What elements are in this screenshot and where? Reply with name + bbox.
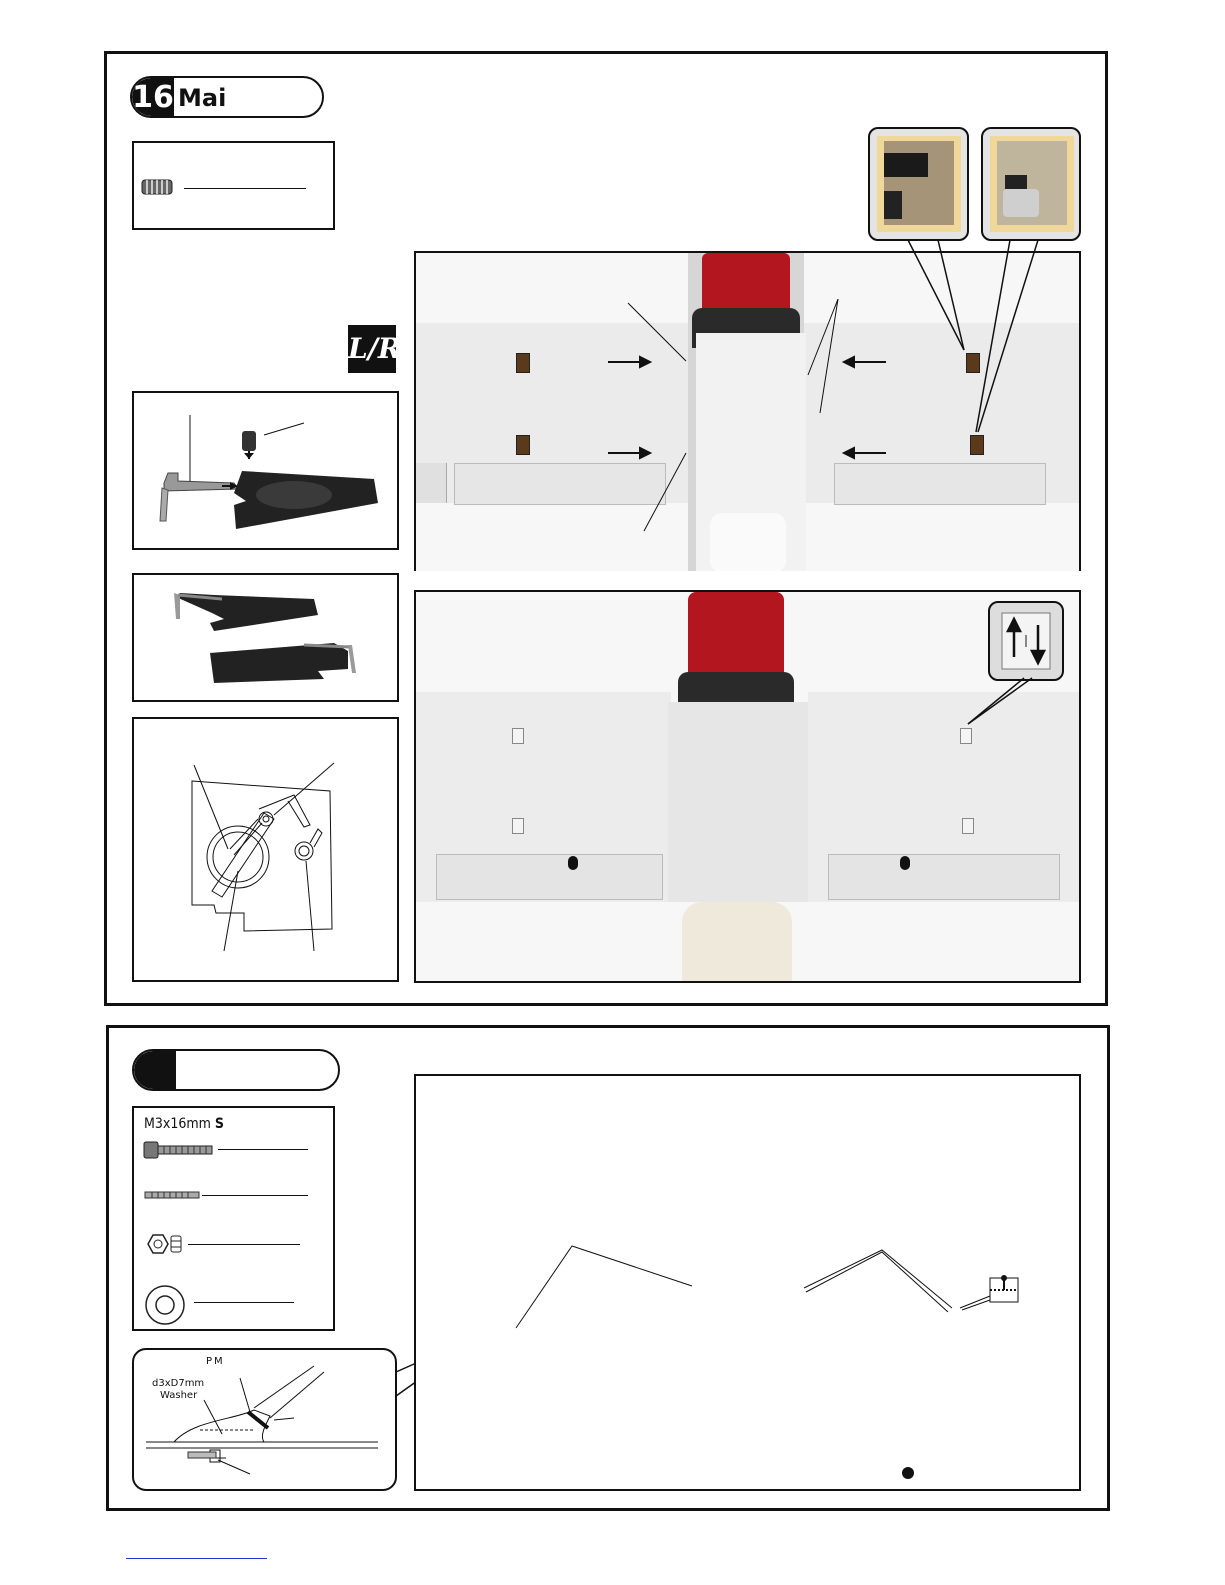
lr-badge: L/R [348, 325, 396, 373]
step-number [134, 1051, 176, 1089]
wing-photo-closed [414, 590, 1081, 983]
servo-line-drawing-box [132, 717, 399, 982]
step-17-drawing-area [414, 1074, 1081, 1491]
washer-icon [144, 1284, 186, 1326]
step-number: 16 [132, 80, 174, 115]
wood-screw-icon [144, 1190, 200, 1200]
up-down-arrows-icon [1000, 611, 1052, 671]
label-washer-size: d3xD7mm [152, 1378, 205, 1389]
torque-rods-pair-box [132, 573, 399, 702]
nut-icon [144, 1232, 184, 1256]
hinge-icon [990, 1275, 1018, 1302]
leader-line [184, 188, 306, 189]
hardware-label: M3x16mm S [144, 1116, 224, 1132]
label-pm: PM [206, 1356, 225, 1367]
up-down-arrows-inset [988, 601, 1064, 681]
step-16-header [130, 76, 324, 118]
label-washer: Washer [160, 1390, 198, 1401]
footer-link-underline[interactable] [126, 1558, 267, 1559]
hardware-box [132, 141, 335, 230]
reference-dot [902, 1467, 914, 1479]
step-title: Mai [178, 84, 227, 112]
servo-bay-inset-1 [868, 127, 969, 241]
grub-screw-icon [140, 177, 176, 197]
inset-callout-lines [860, 230, 1060, 460]
mount-detail-bubble [132, 1348, 397, 1491]
servo-bay-inset-2 [981, 127, 1081, 241]
hardware-list-box [132, 1106, 335, 1331]
torque-rod-assembly-box [132, 391, 399, 550]
step-17-header [132, 1049, 340, 1091]
socket-screw-icon [142, 1140, 214, 1160]
